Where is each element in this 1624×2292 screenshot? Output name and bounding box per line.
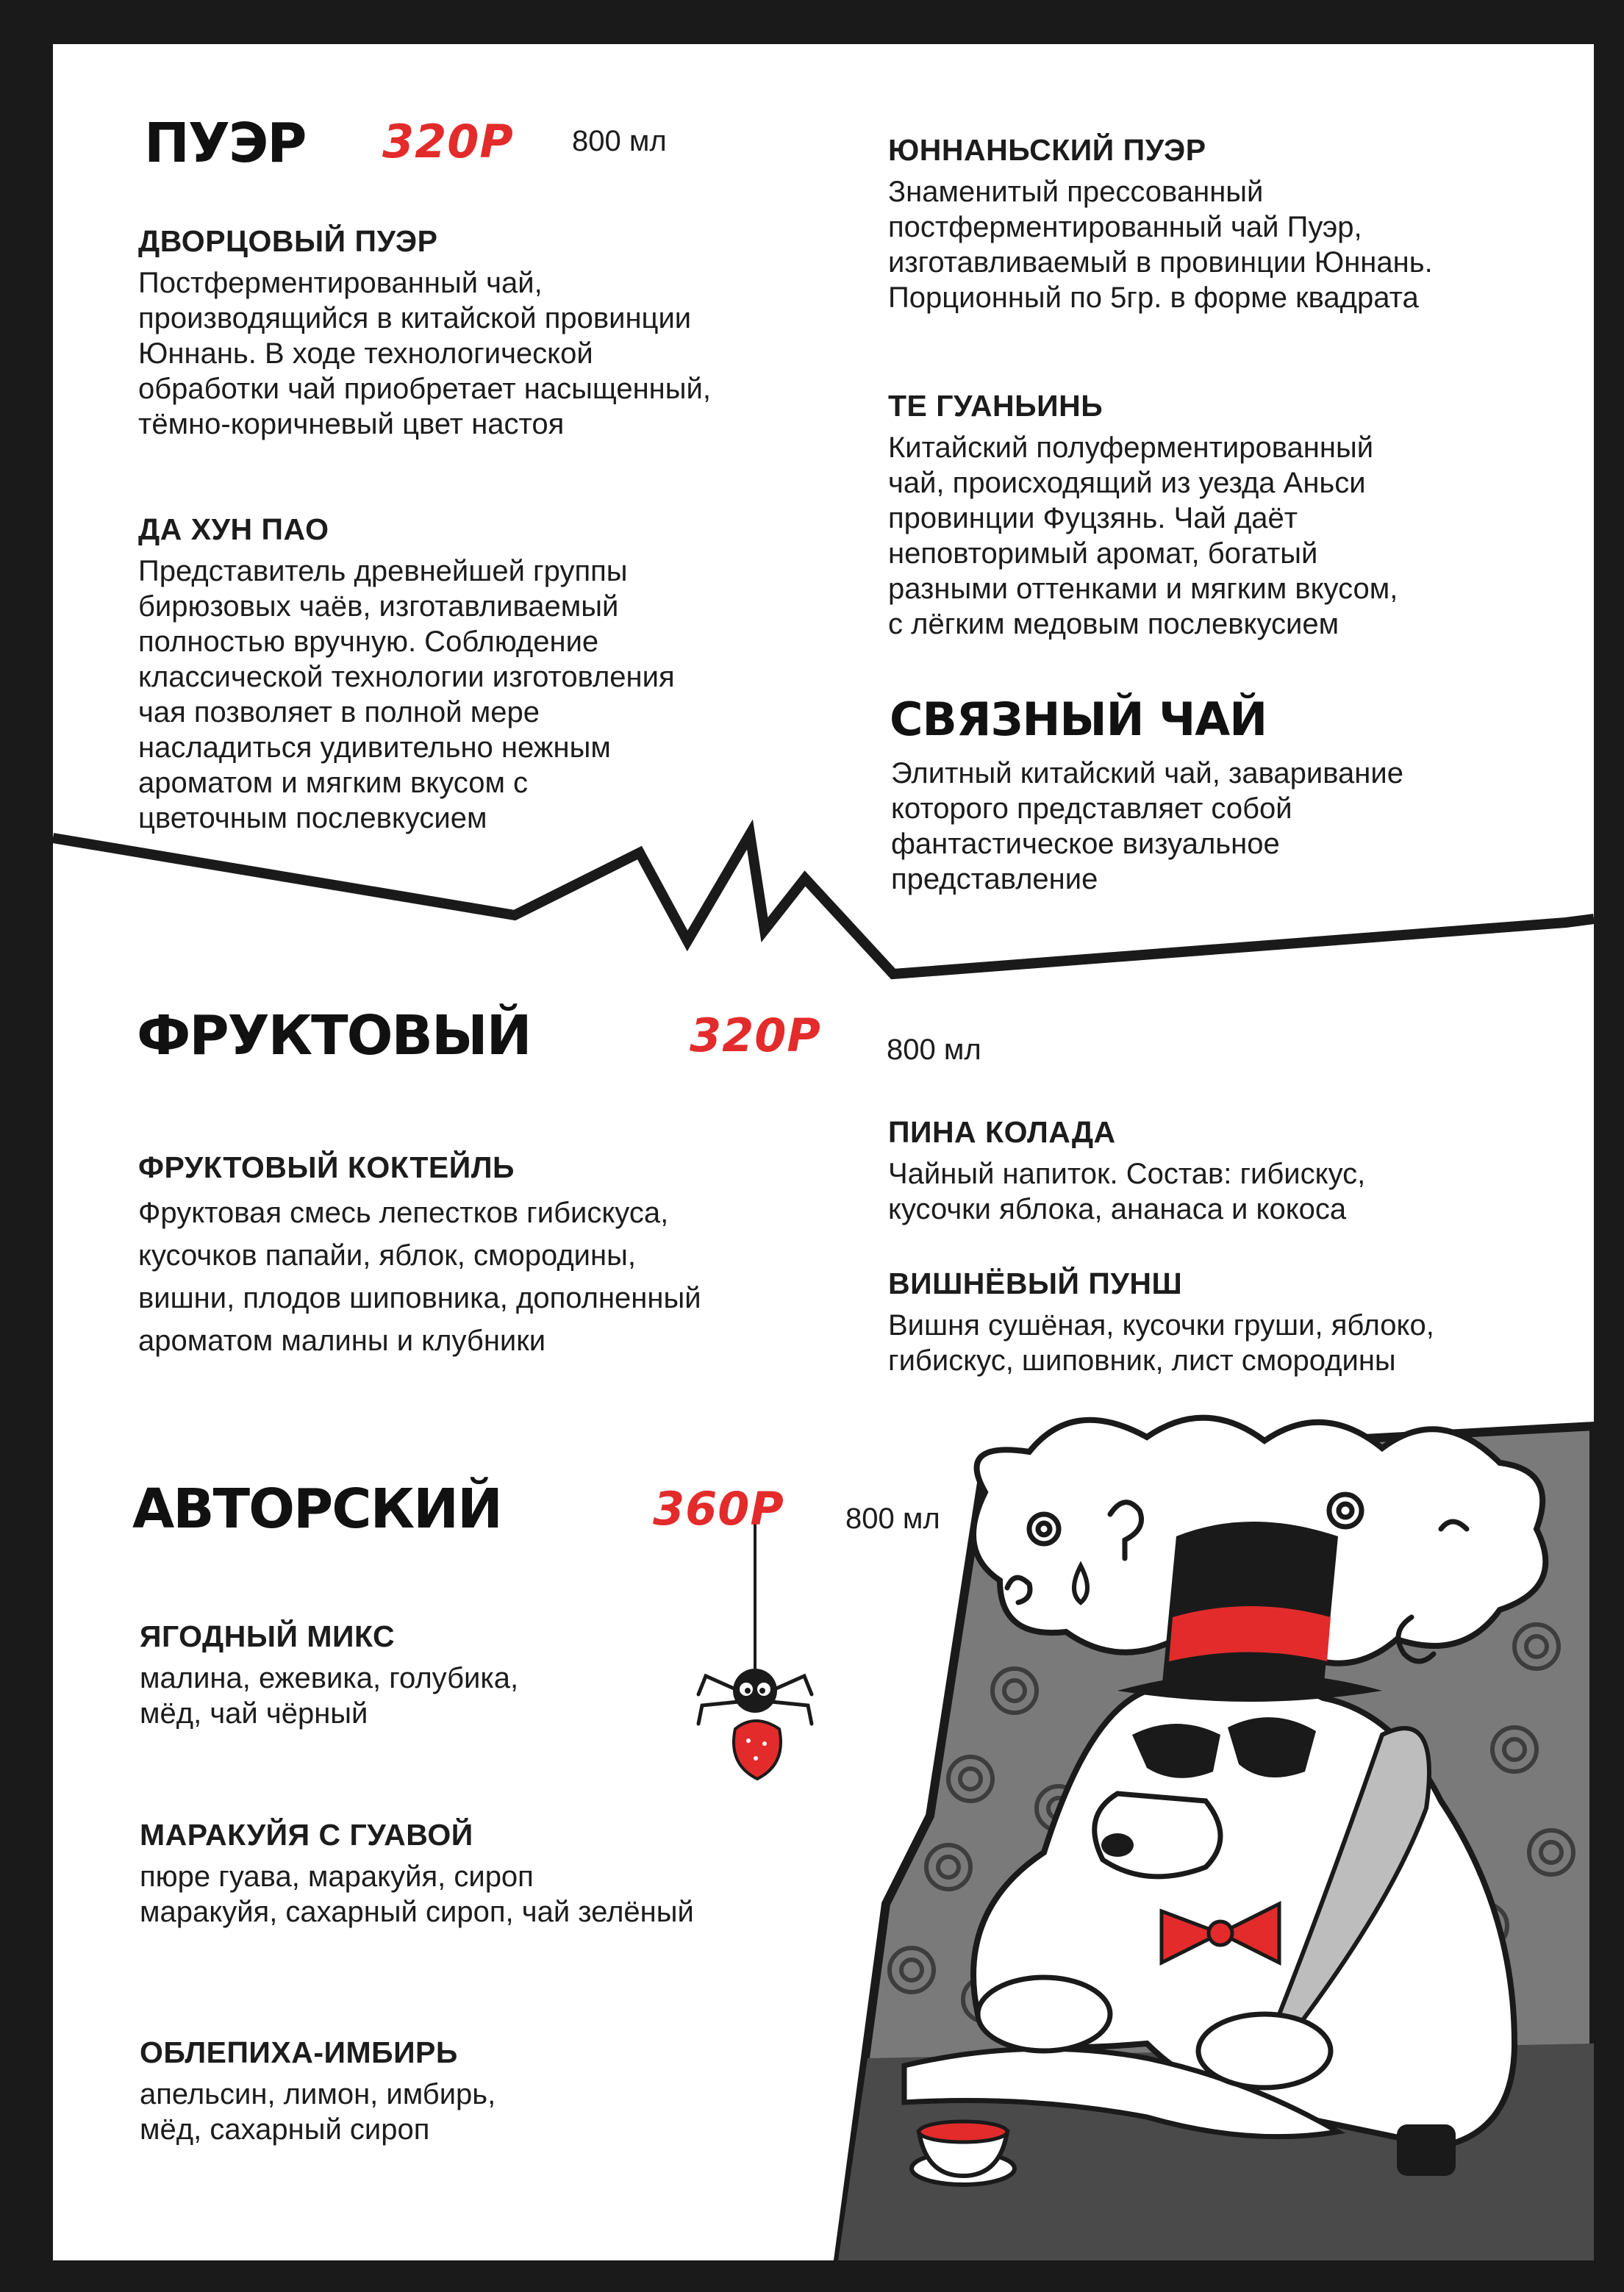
item-desc-line: чай, происходящий из уезда Аньси xyxy=(888,467,1366,499)
volume-puer: 800 мл xyxy=(572,125,667,157)
item-desc-line: классической технологии изготовления xyxy=(138,661,675,693)
item-name: ЯГОДНЫЙ МИКС xyxy=(140,1619,396,1653)
item-name: ПИНА КОЛАДА xyxy=(888,1115,1116,1149)
item-desc-line: Порционный по 5гр. в форме квадрата xyxy=(888,282,1419,314)
volume-fruit: 800 мл xyxy=(887,1034,981,1066)
item-desc-line: фантастическое визуальное xyxy=(891,828,1280,860)
item-desc-line: ароматом малины и клубники xyxy=(138,1325,546,1357)
item-desc-line: изготавливаемый в провинции Юннань. xyxy=(888,246,1433,279)
item-desc-line: Знаменитый прессованный xyxy=(888,176,1264,208)
item-name: МАРАКУЙЯ С ГУАВОЙ xyxy=(140,1818,473,1852)
menu-item xyxy=(138,1150,701,1362)
item-name: ОБЛЕПИХА-ИМБИРЬ xyxy=(140,2035,458,2069)
item-desc-line: Элитный китайский чай, заваривание xyxy=(891,757,1403,789)
price-author: 360Р xyxy=(653,1482,784,1536)
item-desc-line: производящийся в китайской провинции xyxy=(138,302,692,334)
item-desc-line: которого представляет собой xyxy=(891,792,1292,825)
item-name: ДВОРЦОВЫЙ ПУЭР xyxy=(138,224,438,258)
item-desc-line: Юннань. В ходе технологической xyxy=(138,337,593,370)
menu-item xyxy=(138,512,675,836)
item-desc-line: разными оттенками и мягким вкусом, xyxy=(888,573,1398,605)
menu-item xyxy=(888,1269,1434,1378)
item-desc-line: чая позволяет в полной мере xyxy=(138,696,540,728)
item-desc-line: Китайский полуферментированный xyxy=(888,431,1374,464)
illustration-panel xyxy=(838,1418,1594,2260)
menu-item xyxy=(138,226,711,442)
item-desc-line: вишни, плодов шиповника, дополненный xyxy=(138,1282,701,1314)
price-puer: 320Р xyxy=(382,115,514,168)
item-desc-line: мёд, сахарный сироп xyxy=(140,2113,430,2146)
item-desc-line: Чайный напиток. Состав: гибискус, xyxy=(888,1158,1366,1190)
menu-item xyxy=(888,391,1398,642)
item-desc-line: Фруктовая смесь лепестков гибискуса, xyxy=(138,1197,669,1229)
item-desc-line: мёд, чай чёрный xyxy=(140,1697,368,1730)
item-desc-line: цветочным послевкусием xyxy=(138,802,487,834)
menu-item xyxy=(140,1820,694,1930)
item-desc-line: неповторимый аромат, богатый xyxy=(888,537,1318,570)
price-fruit: 320Р xyxy=(690,1009,821,1062)
item-desc-line: Вишня сушёная, кусочки груши, яблоко, xyxy=(888,1309,1434,1342)
section-title-puer: ПУЭР xyxy=(144,112,306,175)
item-name: ДА ХУН ПАО xyxy=(138,512,329,546)
item-desc-line: представление xyxy=(891,863,1098,895)
item-desc-line: кусочков папайи, яблок, смородины, xyxy=(138,1239,636,1272)
item-desc-line: провинции Фуцзянь. Чай даёт xyxy=(888,502,1298,534)
item-desc-line: постферментированный чай Пуэр, xyxy=(888,211,1362,243)
item-desc-line: бирюзовых чаёв, изготавливаемый xyxy=(138,590,619,623)
item-desc-line: полностью вручную. Соблюдение xyxy=(138,626,599,658)
item-desc-line: кусочки яблока, ананаса и кокоса xyxy=(888,1193,1347,1225)
item-desc-line: ароматом и мягким вкусом с xyxy=(138,767,529,799)
item-desc-line: тёмно-коричневый цвет настоя xyxy=(138,408,565,440)
item-desc-line: апельсин, лимон, имбирь, xyxy=(140,2078,496,2110)
item-name: ТЕ ГУАНЬИНЬ xyxy=(888,389,1103,423)
item-desc-line: Постферментированный чай, xyxy=(138,267,543,299)
spider-strawberry-icon xyxy=(698,1520,812,1779)
item-desc-line: маракуйя, сахарный сироп, чай зелёный xyxy=(140,1896,694,1928)
bound-tea-description xyxy=(891,756,1403,897)
menu-item xyxy=(140,1619,519,1731)
item-desc-line: пюре гуава, маракуйя, сироп xyxy=(140,1861,534,1893)
item-name: ВИШНЁВЫЙ ПУНШ xyxy=(888,1267,1183,1300)
section-title-fruit: ФРУКТОВЫЙ xyxy=(137,1004,531,1067)
item-desc-line: гибискус, шиповник, лист смородины xyxy=(888,1344,1396,1377)
menu-item xyxy=(140,2035,496,2147)
menu-item xyxy=(888,135,1433,315)
item-desc-line: обработки чай приобретает насыщенный, xyxy=(138,373,711,405)
item-desc-line: с лёгким медовым послевкусием xyxy=(888,608,1339,640)
section-title-author: АВТОРСКИЙ xyxy=(132,1478,501,1541)
item-desc-line: Представитель древнейшей группы xyxy=(138,555,628,587)
section-title-bound-tea: СВЯЗНЫЙ ЧАЙ xyxy=(890,692,1267,746)
volume-author: 800 мл xyxy=(845,1503,940,1535)
item-name: ЮННАНЬСКИЙ ПУЭР xyxy=(888,133,1206,167)
item-desc-line: малина, ежевика, голубика, xyxy=(140,1662,519,1694)
item-name: ФРУКТОВЫЙ КОКТЕЙЛЬ xyxy=(138,1150,515,1184)
item-desc-line: насладиться удивительно нежным xyxy=(138,731,611,764)
menu-item xyxy=(888,1117,1365,1227)
